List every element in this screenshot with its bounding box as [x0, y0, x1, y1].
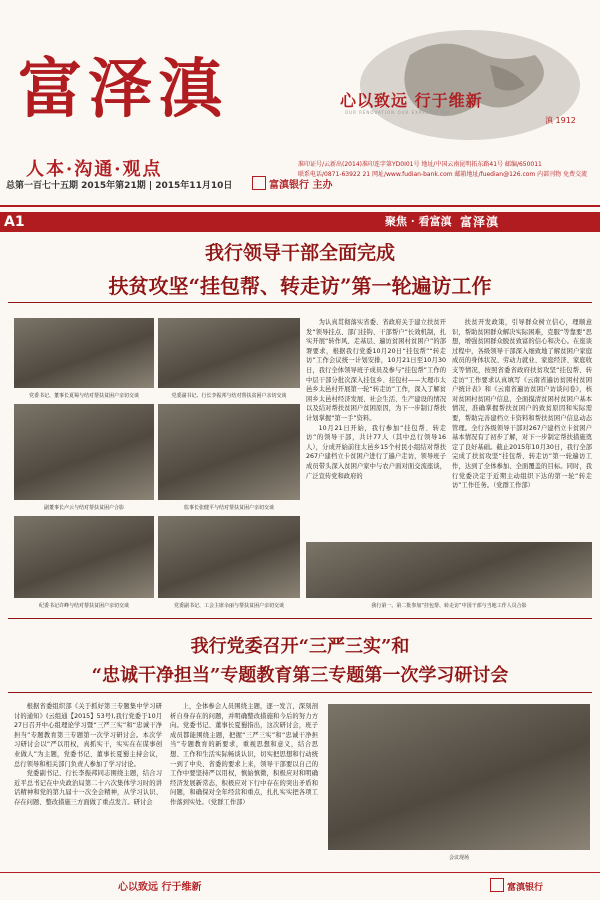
sponsor-text: 富滇银行 主办	[269, 180, 333, 191]
article2-headline-line2: “忠诚干净担当”专题教育第三专题第一次学习研讨会	[91, 665, 509, 686]
info-line: 准印证号/云新出(2014)准印连字第YD0I01号 地址/中国云南昆明拓东路41号 邮编/650011	[298, 161, 542, 168]
footer-motto: 心以致远 行于维新	[118, 882, 202, 893]
photo-chairman-visit	[14, 318, 154, 388]
article2-headline-line1: 我行党委召开“三严三实”和	[190, 636, 410, 657]
page-number: A1	[4, 214, 25, 230]
headline-divider	[8, 692, 592, 693]
photo-caption: 会议现场	[448, 855, 469, 861]
info-line: 联系电话/0871-63922 21 网址/www.fudian-bank.com 邮箱地址/fuedian@126.com 内部刊物 免费交流	[298, 171, 588, 178]
article1-column2	[452, 318, 592, 540]
issue-line: 总第一百七十五期 2015年第21期 | 2015年11月10日	[6, 181, 233, 191]
article2-column2	[170, 702, 318, 862]
section-bar	[0, 212, 600, 232]
headline-divider	[8, 302, 592, 303]
masthead-rule	[0, 205, 600, 207]
article1-headline-line2: 扶贫攻坚“挂包帮、转走访”第一轮遍访工作	[108, 274, 492, 298]
footer-rule	[0, 872, 600, 873]
footer-logo	[490, 878, 543, 893]
article2-paragraph: 根据省委组织部《关于抓好第三专题集中学习研讨的通知》(云组通【2015】53号),我行党委于10月27日召开中心组理论学习暨“三严三实”和“忠诚干净担当”专题教育第三专题第一次学习研讨会。本次学习研讨会以“严以用权，真抓实干，实实在在谋事创业做人”为主题，党委书记、董事长夏蜀主持会议，总行领导和相关部门负责人参加了学习讨论。	[14, 703, 162, 768]
photo-caption: 监事长张健平与结对帮扶贫困户亲切交谈	[183, 505, 274, 511]
globe-map-graphic	[300, 25, 580, 145]
article1-paragraph: 为认真贯彻落实省委、省政府关于建立扶贫开发“领导挂点、部门挂钩、干部帮户”长效机制，扎实开展“转作风、走基层、遍访贫困村贫困户”的部署要求，根据我行党委10月20日“挂包帮”“转走访”工作会议统一计划安排，10月21日至10月30日，我行全体领导班子成员及参与“挂包帮”工作的中层干部分批次深入挂包乡、挂包村——大理市太邑乡太邑村开展第一轮“转走访”工作，深入了解贫困乡太邑村经济发展、社会生活、生产建设的情况以及结对帮扶贫困户贫困原因，为下一步制订帮扶计划掌握“第一手”资料。	[306, 319, 446, 422]
article1-headline-line1: 我行领导干部全面完成	[204, 242, 395, 264]
photo-president-visit	[158, 318, 300, 388]
bank-logo-icon	[252, 176, 266, 190]
contact-info	[298, 160, 596, 180]
motto: 心以致远 行于维新	[340, 91, 483, 110]
motto-english: OUR RENOVATION OUR EXPECTATION	[345, 110, 450, 115]
article2-paragraph: 党委副书记、行长李振邦同志围绕主题，结合习近平总书记在中央政治局第二十六次集体学习时的讲话精神和党的第九届十一次全会精神，从学习认识、存在问题、整改措施三方面做了重点发言。研讨会	[14, 770, 162, 806]
photo-caption: 党委副书记、行长李振邦与结对帮扶贫困户亲切交谈	[171, 393, 287, 399]
article-divider	[8, 618, 592, 619]
photo-discipline-secretary	[14, 516, 154, 598]
article1-column1	[306, 318, 446, 540]
bank-logo-icon	[490, 878, 504, 892]
article2-column1	[14, 702, 162, 862]
brand-stamp: 滇 1912	[545, 116, 576, 125]
photo-caption: 党委书记、董事长夏蜀与结对帮扶贫困户亲切交谈	[28, 393, 139, 399]
photo-caption: 我行第一、第二批参加“挂包帮、转走访”中国干部与当地工作人员合影	[371, 603, 527, 609]
footer-logo-text: 富滇银行	[507, 883, 544, 893]
photo-supervisor	[158, 404, 300, 500]
photo-caption: 副董事长卢云与结对帮扶贫困户合影	[43, 505, 124, 511]
masthead-title: 富泽滇	[18, 52, 228, 127]
masthead-slogan: 人本·沟通·观点	[26, 159, 163, 180]
photo-vice-chairman	[14, 404, 154, 500]
section-logo: 富泽滇	[460, 215, 500, 229]
photo-caption: 纪委书记许峰与结对帮扶贫困户亲切交谈	[38, 603, 129, 609]
article1-paragraph: 扶贫开发政策，引导群众树立信心，理顺意识，帮助贫困群众解决实际困难，克服“等靠要”思想，增强贫困群众脱贫致富的信心和决心。在座谈过程中，各级领导干部深入细致地了解贫困户家庭成员的身体状况、劳动力就业、家庭经济、家庭收支等情况，按照省委省政府扶贫攻坚“挂包帮、转走访”工作要求认真填写《云南省遍访贫困村贫困户统计表》和《云南省遍访贫困户访谈问卷》，核对贫困村贫困户信息，全面摸清贫困村贫困户基本情况，准确掌握帮扶贫困户的致贫原因和实际需要，帮助完善建档立卡资料和帮扶贫困户信息动态管理。全行各级领导干部对267户建档立卡贫困户基本情况有了初步了解，对下一步制定帮扶措施奠定了良好基础。截止2015年10月30日，我行全部完成了扶贫攻坚“挂包帮、转走访”第一轮遍访工作，达到了全体参加、全面覆盖的目标。同时，我行党委决定于近期主动组织下达的第一轮“转走访”工作任务。（党群工作部）	[452, 319, 592, 490]
photo-union-chair	[158, 516, 300, 598]
photo-caption: 党委副书记、工会主席余丽与帮扶贫困户亲切交谈	[173, 603, 284, 609]
photo-group	[306, 542, 592, 598]
article1-paragraph: 10月21日开始，我行参加“挂包帮、转走访”的领导干部，共计77人（其中总行领导16人），分成开始前往太邑乡15个村民小组结对帮扶267户建档立卡贫困户进行了遍户走访，领导班子成员带头深入贫困户家中与农户面对面交流座谈，广泛宣传党和政府的	[306, 424, 446, 480]
article2-paragraph: 上，全体参会人员围绕主题，逐一发言，深刻剖析自身存在的问题，并明确整改措施和今后的努力方向。党委书记、董事长夏蜀指出，这次研讨会，班子成员都能围绕主题，把握“三严三实”和“忠诚干净担当”专题教育的新要求，重视思想和意义，结合思想、工作和生活实际畅谈认识，切实把思想和行动统一到了中央、省委的要求上来，领导干部要以自己的工作中要坚持严以用权，慎始慎微，积极应对和明确经济发展新常态，积极应对下行中存在的突出矛盾和问题，和确保对全年经营和重点，扎扎实实把各项工作落到实处。（党群工作部）	[170, 703, 318, 806]
photo-meeting	[328, 704, 590, 850]
section-tag: 聚焦 · 看富滇	[385, 215, 452, 228]
